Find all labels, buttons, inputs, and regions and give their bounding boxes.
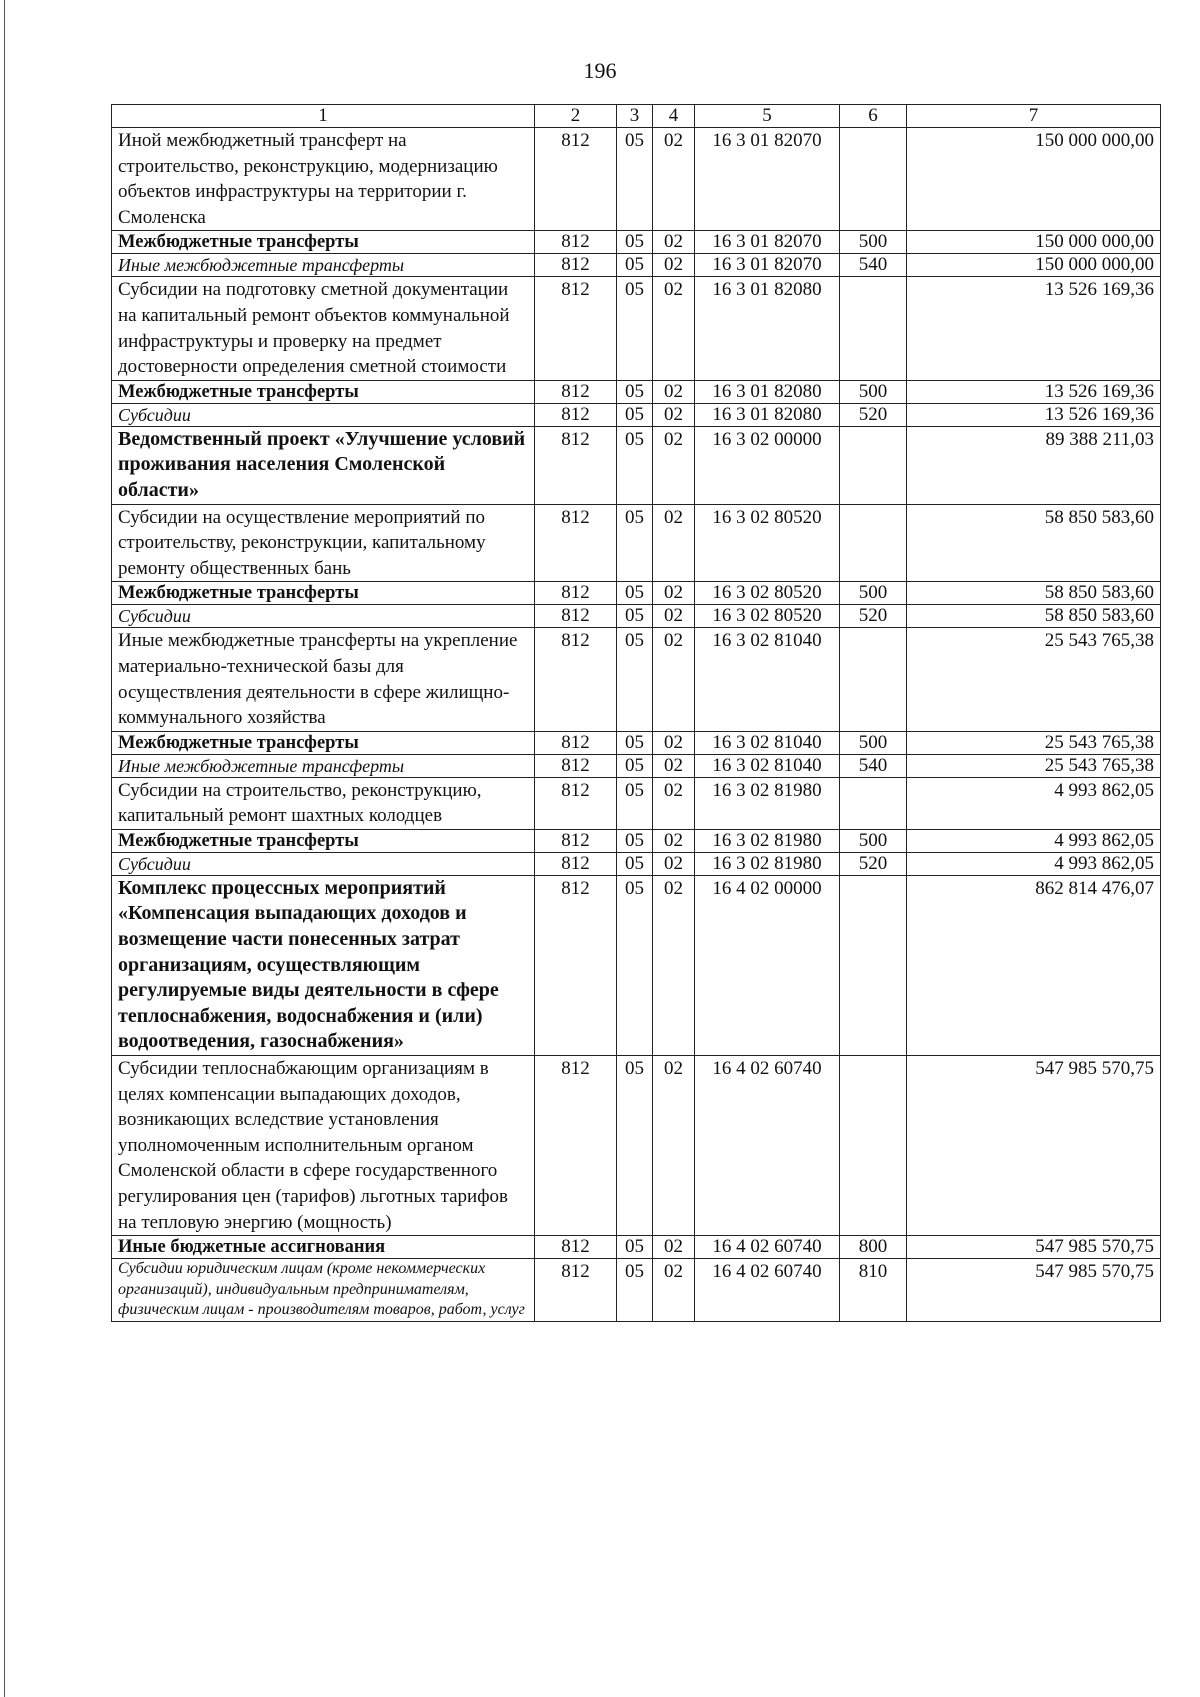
column-header: 3 xyxy=(617,105,653,128)
scan-left-edge xyxy=(4,0,5,1697)
item-name: Межбюджетные трансферты xyxy=(112,231,535,254)
item-name: Ведомственный проект «Улучшение условий проживания населения Смоленской области» xyxy=(112,426,535,504)
table-row xyxy=(112,504,1161,582)
table-row xyxy=(112,1259,1161,1322)
table-row xyxy=(112,231,1161,254)
section-code: 05 xyxy=(617,875,653,1055)
item-name: Субсидии теплоснабжающим организациям в целях компенсации выпадающих доходов, возникающих вследствие установления уполномоченным исполнительным органом Смоленской области в сфере государственного регулирования цен (тарифов) льготных тарифов на тепловую энергию (мощность) xyxy=(112,1056,535,1236)
header-row xyxy=(112,105,1161,128)
item-name: Иные межбюджетные трансферты xyxy=(112,754,535,777)
subsection-code: 02 xyxy=(653,1056,695,1236)
amount: 862 814 476,07 xyxy=(907,875,1161,1055)
table-row xyxy=(112,426,1161,504)
ministry-code: 812 xyxy=(535,852,617,875)
item-name: Межбюджетные трансферты xyxy=(112,582,535,605)
subsection-code: 02 xyxy=(653,628,695,731)
subsection-code: 02 xyxy=(653,380,695,403)
subsection-code: 02 xyxy=(653,582,695,605)
column-header: 4 xyxy=(653,105,695,128)
amount: 58 850 583,60 xyxy=(907,504,1161,582)
target-article-code: 16 3 01 82080 xyxy=(695,403,840,426)
amount: 89 388 211,03 xyxy=(907,426,1161,504)
section-code: 05 xyxy=(617,504,653,582)
table-row xyxy=(112,380,1161,403)
expense-type-code: 500 xyxy=(840,380,907,403)
table-row xyxy=(112,403,1161,426)
section-code: 05 xyxy=(617,231,653,254)
expense-type-code xyxy=(840,628,907,731)
expense-type-code xyxy=(840,277,907,380)
column-header: 5 xyxy=(695,105,840,128)
ministry-code: 812 xyxy=(535,504,617,582)
subsection-code: 02 xyxy=(653,731,695,754)
target-article-code: 16 3 02 80520 xyxy=(695,582,840,605)
table-row xyxy=(112,1236,1161,1259)
target-article-code: 16 3 02 81980 xyxy=(695,777,840,829)
column-header: 2 xyxy=(535,105,617,128)
ministry-code: 812 xyxy=(535,731,617,754)
section-code: 05 xyxy=(617,426,653,504)
ministry-code: 812 xyxy=(535,254,617,277)
section-code: 05 xyxy=(617,277,653,380)
ministry-code: 812 xyxy=(535,829,617,852)
subsection-code: 02 xyxy=(653,754,695,777)
amount: 4 993 862,05 xyxy=(907,829,1161,852)
ministry-code: 812 xyxy=(535,628,617,731)
section-code: 05 xyxy=(617,731,653,754)
subsection-code: 02 xyxy=(653,852,695,875)
amount: 25 543 765,38 xyxy=(907,628,1161,731)
item-name: Субсидии на подготовку сметной документации на капитальный ремонт объектов коммунальной инфраструктуры и проверку на предмет достоверности определения сметной стоимости xyxy=(112,277,535,380)
subsection-code: 02 xyxy=(653,403,695,426)
subsection-code: 02 xyxy=(653,277,695,380)
expense-type-code: 810 xyxy=(840,1259,907,1322)
target-article-code: 16 3 01 82070 xyxy=(695,231,840,254)
item-name: Комплекс процессных мероприятий «Компенсация выпадающих доходов и возмещение части понесенных затрат организациям, осуществляющим регулируемые виды деятельности в сфере теплоснабжения, водоснабжения и (или) водоотведения, газоснабжения» xyxy=(112,875,535,1055)
subsection-code: 02 xyxy=(653,1259,695,1322)
item-name: Субсидии на осуществление мероприятий по строительству, реконструкции, капитальному ремонту общественных бань xyxy=(112,504,535,582)
subsection-code: 02 xyxy=(653,231,695,254)
ministry-code: 812 xyxy=(535,777,617,829)
item-name: Иные бюджетные ассигнования xyxy=(112,1236,535,1259)
expense-type-code: 500 xyxy=(840,231,907,254)
section-code: 05 xyxy=(617,1056,653,1236)
subsection-code: 02 xyxy=(653,605,695,628)
target-article-code: 16 3 02 81040 xyxy=(695,754,840,777)
expense-type-code: 540 xyxy=(840,254,907,277)
amount: 25 543 765,38 xyxy=(907,731,1161,754)
ministry-code: 812 xyxy=(535,1056,617,1236)
ministry-code: 812 xyxy=(535,1236,617,1259)
item-name: Межбюджетные трансферты xyxy=(112,731,535,754)
ministry-code: 812 xyxy=(535,426,617,504)
ministry-code: 812 xyxy=(535,582,617,605)
expense-type-code: 800 xyxy=(840,1236,907,1259)
amount: 150 000 000,00 xyxy=(907,231,1161,254)
expense-type-code: 500 xyxy=(840,731,907,754)
ministry-code: 812 xyxy=(535,277,617,380)
section-code: 05 xyxy=(617,605,653,628)
section-code: 05 xyxy=(617,852,653,875)
target-article-code: 16 4 02 60740 xyxy=(695,1236,840,1259)
ministry-code: 812 xyxy=(535,380,617,403)
amount: 547 985 570,75 xyxy=(907,1236,1161,1259)
amount: 13 526 169,36 xyxy=(907,277,1161,380)
item-name: Иные межбюджетные трансферты xyxy=(112,254,535,277)
table-row xyxy=(112,582,1161,605)
subsection-code: 02 xyxy=(653,1236,695,1259)
section-code: 05 xyxy=(617,829,653,852)
table-row xyxy=(112,875,1161,1055)
table-row xyxy=(112,254,1161,277)
expense-type-code xyxy=(840,426,907,504)
section-code: 05 xyxy=(617,403,653,426)
ministry-code: 812 xyxy=(535,605,617,628)
expense-type-code: 540 xyxy=(840,754,907,777)
target-article-code: 16 3 02 80520 xyxy=(695,605,840,628)
ministry-code: 812 xyxy=(535,754,617,777)
subsection-code: 02 xyxy=(653,875,695,1055)
item-name: Субсидии на строительство, реконструкцию, капитальный ремонт шахтных колодцев xyxy=(112,777,535,829)
table-body xyxy=(112,105,1161,1322)
ministry-code: 812 xyxy=(535,128,617,231)
section-code: 05 xyxy=(617,128,653,231)
expense-type-code: 500 xyxy=(840,829,907,852)
column-header: 6 xyxy=(840,105,907,128)
table-row xyxy=(112,277,1161,380)
section-code: 05 xyxy=(617,777,653,829)
target-article-code: 16 3 02 81980 xyxy=(695,829,840,852)
item-name: Субсидии xyxy=(112,605,535,628)
ministry-code: 812 xyxy=(535,403,617,426)
item-name: Межбюджетные трансферты xyxy=(112,380,535,403)
ministry-code: 812 xyxy=(535,875,617,1055)
expense-type-code xyxy=(840,875,907,1055)
subsection-code: 02 xyxy=(653,504,695,582)
amount: 58 850 583,60 xyxy=(907,582,1161,605)
amount: 150 000 000,00 xyxy=(907,254,1161,277)
subsection-code: 02 xyxy=(653,777,695,829)
expense-type-code xyxy=(840,504,907,582)
table-row xyxy=(112,777,1161,829)
expense-type-code xyxy=(840,777,907,829)
expense-type-code xyxy=(840,128,907,231)
ministry-code: 812 xyxy=(535,231,617,254)
target-article-code: 16 4 02 00000 xyxy=(695,875,840,1055)
target-article-code: 16 3 02 00000 xyxy=(695,426,840,504)
budget-table xyxy=(111,104,1161,1322)
expense-type-code xyxy=(840,1056,907,1236)
section-code: 05 xyxy=(617,1259,653,1322)
expense-type-code: 520 xyxy=(840,403,907,426)
amount: 547 985 570,75 xyxy=(907,1056,1161,1236)
item-name: Иные межбюджетные трансферты на укрепление материально-технической базы для осуществления деятельности в сфере жилищно-коммунального хозяйства xyxy=(112,628,535,731)
subsection-code: 02 xyxy=(653,254,695,277)
table-row xyxy=(112,1056,1161,1236)
target-article-code: 16 3 01 82070 xyxy=(695,254,840,277)
subsection-code: 02 xyxy=(653,426,695,504)
item-name: Иной межбюджетный трансферт на строительство, реконструкцию, модернизацию объектов инфраструктуры на территории г. Смоленска xyxy=(112,128,535,231)
amount: 150 000 000,00 xyxy=(907,128,1161,231)
section-code: 05 xyxy=(617,754,653,777)
target-article-code: 16 3 01 82070 xyxy=(695,128,840,231)
subsection-code: 02 xyxy=(653,829,695,852)
column-header: 1 xyxy=(112,105,535,128)
section-code: 05 xyxy=(617,1236,653,1259)
item-name: Субсидии xyxy=(112,852,535,875)
target-article-code: 16 4 02 60740 xyxy=(695,1056,840,1236)
target-article-code: 16 3 02 81040 xyxy=(695,628,840,731)
amount: 4 993 862,05 xyxy=(907,852,1161,875)
target-article-code: 16 3 01 82080 xyxy=(695,277,840,380)
item-name: Субсидии xyxy=(112,403,535,426)
amount: 13 526 169,36 xyxy=(907,403,1161,426)
item-name: Субсидии юридическим лицам (кроме некоммерческих организаций), индивидуальным предпринимателям, физическим лицам - производителям товаров, работ, услуг xyxy=(112,1259,535,1322)
page-number: 196 xyxy=(583,58,617,83)
section-code: 05 xyxy=(617,254,653,277)
target-article-code: 16 3 02 80520 xyxy=(695,504,840,582)
table-row xyxy=(112,754,1161,777)
section-code: 05 xyxy=(617,582,653,605)
table-row xyxy=(112,128,1161,231)
section-code: 05 xyxy=(617,628,653,731)
target-article-code: 16 3 02 81980 xyxy=(695,852,840,875)
table-row xyxy=(112,605,1161,628)
target-article-code: 16 3 02 81040 xyxy=(695,731,840,754)
table-row xyxy=(112,731,1161,754)
amount: 58 850 583,60 xyxy=(907,605,1161,628)
amount: 13 526 169,36 xyxy=(907,380,1161,403)
item-name: Межбюджетные трансферты xyxy=(112,829,535,852)
amount: 547 985 570,75 xyxy=(907,1259,1161,1322)
subsection-code: 02 xyxy=(653,128,695,231)
expense-type-code: 500 xyxy=(840,582,907,605)
column-header: 7 xyxy=(907,105,1161,128)
table-row xyxy=(112,628,1161,731)
section-code: 05 xyxy=(617,380,653,403)
expense-type-code: 520 xyxy=(840,852,907,875)
amount: 25 543 765,38 xyxy=(907,754,1161,777)
amount: 4 993 862,05 xyxy=(907,777,1161,829)
table-row xyxy=(112,852,1161,875)
table-row xyxy=(112,829,1161,852)
ministry-code: 812 xyxy=(535,1259,617,1322)
target-article-code: 16 3 01 82080 xyxy=(695,380,840,403)
expense-type-code: 520 xyxy=(840,605,907,628)
target-article-code: 16 4 02 60740 xyxy=(695,1259,840,1322)
